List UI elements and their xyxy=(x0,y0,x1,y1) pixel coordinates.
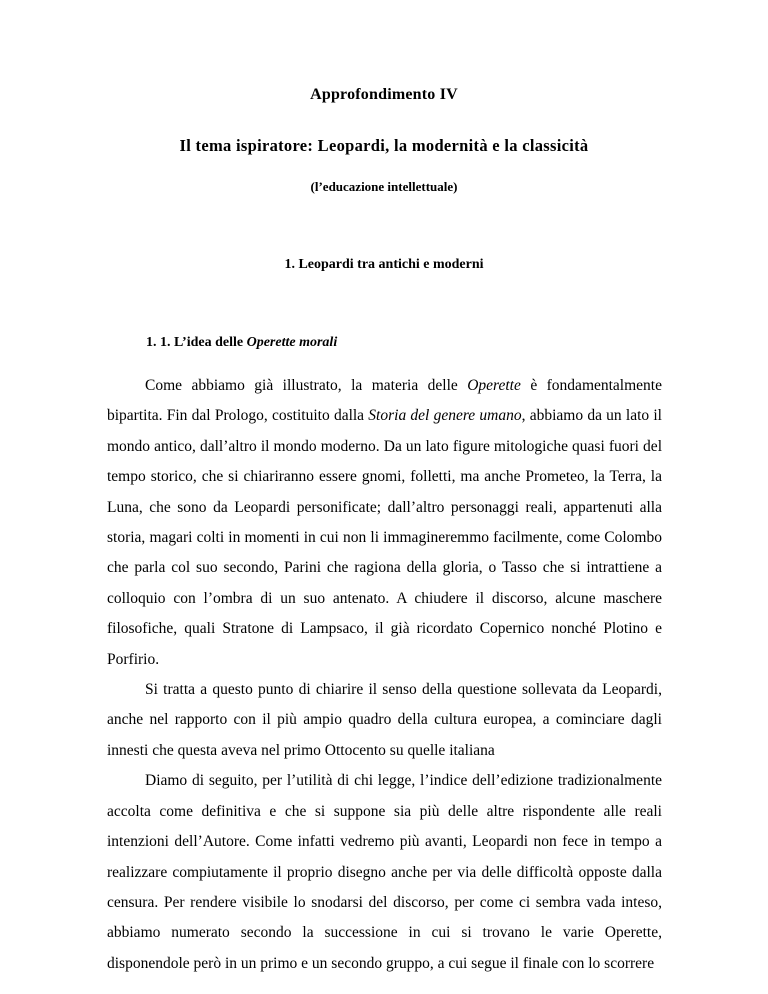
chapter-note: (l’educazione intellettuale) xyxy=(310,179,458,194)
paragraph-1-part-a: Come abbiamo già illustrato, la materia delle xyxy=(145,377,468,394)
paragraph-1 xyxy=(107,371,662,675)
chapter-title: Approfondimento IV xyxy=(310,86,458,103)
subsection-italic: Operette morali xyxy=(246,335,338,350)
paragraph-1-part-b: è fondamentalmente bipartita. Fin dal Prologo, costituito dalla xyxy=(107,377,662,425)
subsection-heading xyxy=(146,335,337,351)
paragraph-1-italic-storia: Storia del genere umano xyxy=(368,407,522,425)
section-heading: 1. Leopardi tra antichi e moderni xyxy=(284,257,484,272)
paragraph-1-italic-operette: Operette xyxy=(467,377,521,394)
body-text xyxy=(107,371,662,979)
subsection-prefix: 1. 1. L’idea delle xyxy=(146,335,247,350)
paragraph-3: Diamo di seguito, per l’utilità di chi legge, l’indice dell’edizione tradizionalmente accolta come definitiva e che si suppone sia più delle altre rispondente alle reali intenzioni dell’Autore. Come infatti vedremo più avanti, Leopardi non fece in tempo a realizzare compiutamente il proprio disegno anche per via delle difficoltà opposte dalla censura. Per rendere visibile lo snodarsi del discorso, per come ci sembra vada inteso, abbiamo numerato secondo la successione in cui si trovano le varie Operette, disponendole però in un primo e un secondo gruppo, a cui segue il finale con lo scorrere xyxy=(107,772,662,972)
paragraph-1-part-c: , abbiamo da un lato il mondo antico, dall’altro il mondo moderno. Da un lato figure mitologiche quasi fuori del tempo storico, che si chiariranno essere gnomi, folletti, ma anche Prometeo, la Terra, la Luna, che sono da Leopardi personificate; dall’altro personaggi reali, appartenuti alla storia, magari colti in momenti in cui non li immagineremmo facilmente, come Colombo che parla col suo secondo, Parini che ragiona della gloria, o Tasso che si intrattiene a colloquio con l’ombra di un suo antenato. A chiudere il discorso, alcune maschere filosofiche, quali Stratone di Lampsaco, il già ricordato Copernico nonché Plotino e Porfirio. xyxy=(107,407,662,668)
paragraph-2: Si tratta a questo punto di chiarire il senso della questione sollevata da Leopardi, anche nel rapporto con il più ampio quadro della cultura europea, a cominciare dagli innesti che questa aveva nel primo Ottocento su quelle italiana xyxy=(107,681,662,759)
chapter-subtitle: Il tema ispiratore: Leopardi, la modernità e la classicità xyxy=(179,136,589,155)
